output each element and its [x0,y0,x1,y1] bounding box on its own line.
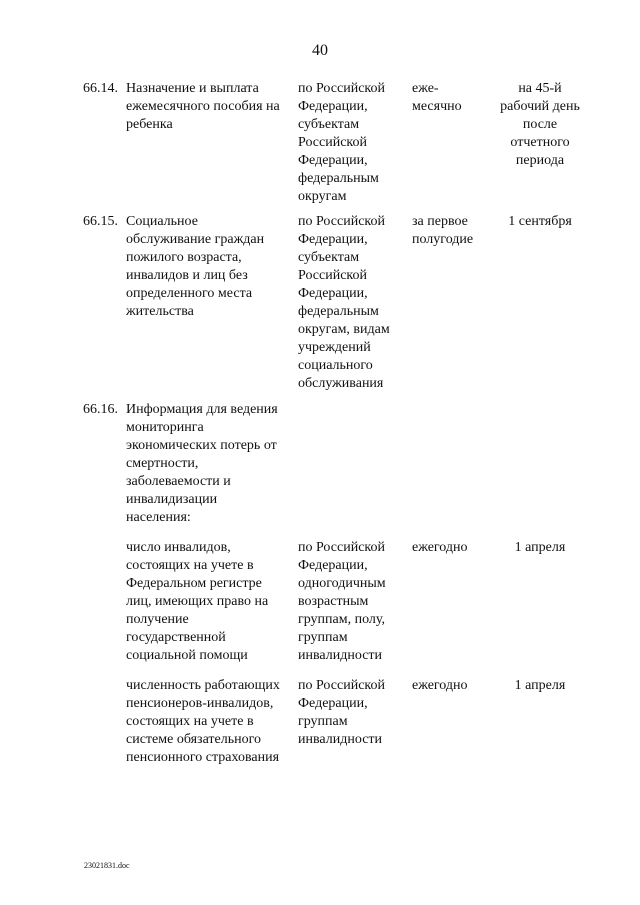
row-number: 66.16. [83,402,118,417]
row-region: по Российской Федерации, группам инвалидности [298,678,385,747]
row-period: ежегодно [412,540,468,555]
row-region: по Российской Федерации, субъектам Российской Федерации, федеральным округам, видам учреждений социального обслуживания [298,214,390,391]
row-number: 66.15. [83,214,118,229]
row-name: число инвалидов, состоящих на учете в Федеральном регистре лиц, имеющих право на получение государственной социальной помощи [126,540,269,663]
row-name: Информация для ведения мониторинга экономических потерь от смертности, заболеваемости и инвалидизации населения: [126,402,278,525]
row-period: за первое полугодие [412,214,474,247]
row-name: Социальное обслуживание граждан пожилого возраста, инвалидов и лиц без определенного места жительства [126,214,265,319]
row-name: численность работающих пенсионеров-инвалидов, состоящих на учете в системе обязательного пенсионного страхования [126,678,280,765]
document-filename: 23021831.doc [84,861,130,870]
row-region: по Российской Федерации, одногодичным возрастным группам, полу, группам инвалидности [298,540,386,663]
row-number: 66.14. [83,81,118,96]
row-region: по Российской Федерации, субъектам Российской Федерации, федеральным округам [298,81,385,204]
row-due-date: на 45-й рабочий день после отчетного периода [500,81,580,168]
row-due-date: 1 апреля [514,678,566,693]
row-due-date: 1 апреля [514,540,566,555]
row-name: Назначение и выплата ежемесячного пособия на ребенка [126,81,280,132]
page-number: 40 [312,42,328,59]
row-due-date: 1 сентября [508,214,572,229]
row-period: еже- месячно [412,81,462,114]
row-period: ежегодно [412,678,468,693]
